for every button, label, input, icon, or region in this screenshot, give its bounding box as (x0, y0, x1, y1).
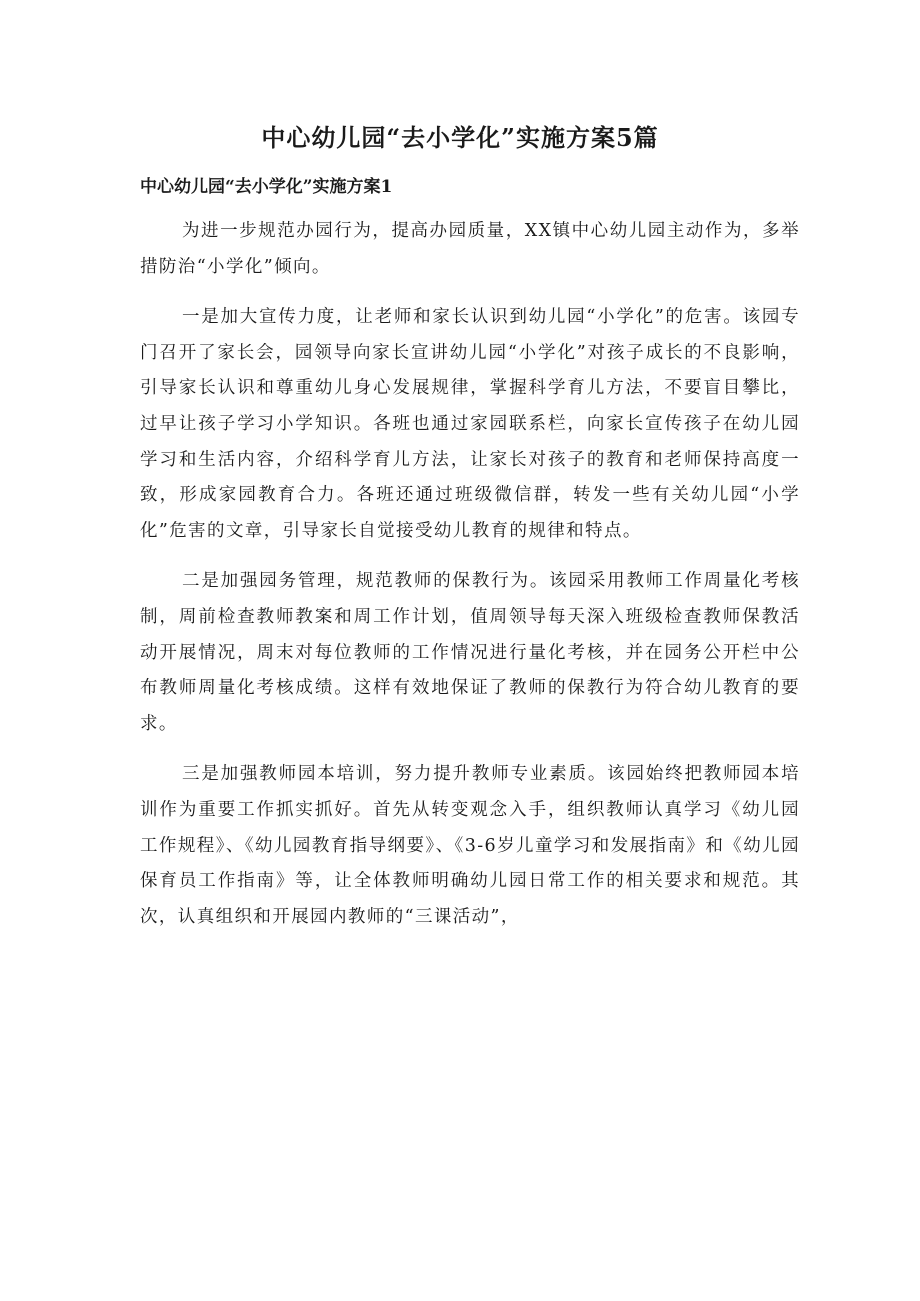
section-heading: 中心幼儿园“去小学化”实施方案1 (140, 177, 393, 197)
paragraph: 二是加强园务管理，规范教师的保教行为。该园采用教师工作周量化考核制，周前检查教师教案和周工作计划，值周领导每天深入班级检查教师保教活动开展情况，周末对每位教师的工作情况进行量化考核，并在园务公开栏中公布教师周量化考核成绩。这样有效地保证了教师的保教行为符合幼儿教育的要求。 (140, 571, 800, 734)
document-title: 中心幼儿园“去小学化”实施方案5篇 (261, 123, 659, 152)
document-body (140, 214, 800, 950)
paragraph: 一是加大宣传力度，让老师和家长认识到幼儿园“小学化”的危害。该园专门召开了家长会，园领导向家长宣讲幼儿园“小学化”对孩子成长的不良影响，引导家长认识和尊重幼儿身心发展规律，掌握科学育儿方法，不要盲目攀比，过早让孩子学习小学知识。各班也通过家园联系栏，向家长宣传孩子在幼儿园学习和生活内容，介绍科学育儿方法，让家长对孩子的教育和老师保持高度一致，形成家园教育合力。各班还通过班级微信群，转发一些有关幼儿园“小学化”危害的文章，引导家长自觉接受幼儿教育的规律和特点。 (140, 307, 800, 541)
paragraph: 三是加强教师园本培训，努力提升教师专业素质。该园始终把教师园本培训作为重要工作抓实抓好。首先从转变观念入手，组织教师认真学习《幼儿园工作规程》、《幼儿园教育指导纲要》、《3-6岁儿童学习和发展指南》和《幼儿园保育员工作指南》等，让全体教师明确幼儿园日常工作的相关要求和规范。其次，认真组织和开展园内教师的“三课活动”， (140, 764, 800, 927)
paragraph: 为进一步规范办园行为，提高办园质量，XX镇中心幼儿园主动作为，多举措防治“小学化”倾向。 (140, 221, 800, 277)
